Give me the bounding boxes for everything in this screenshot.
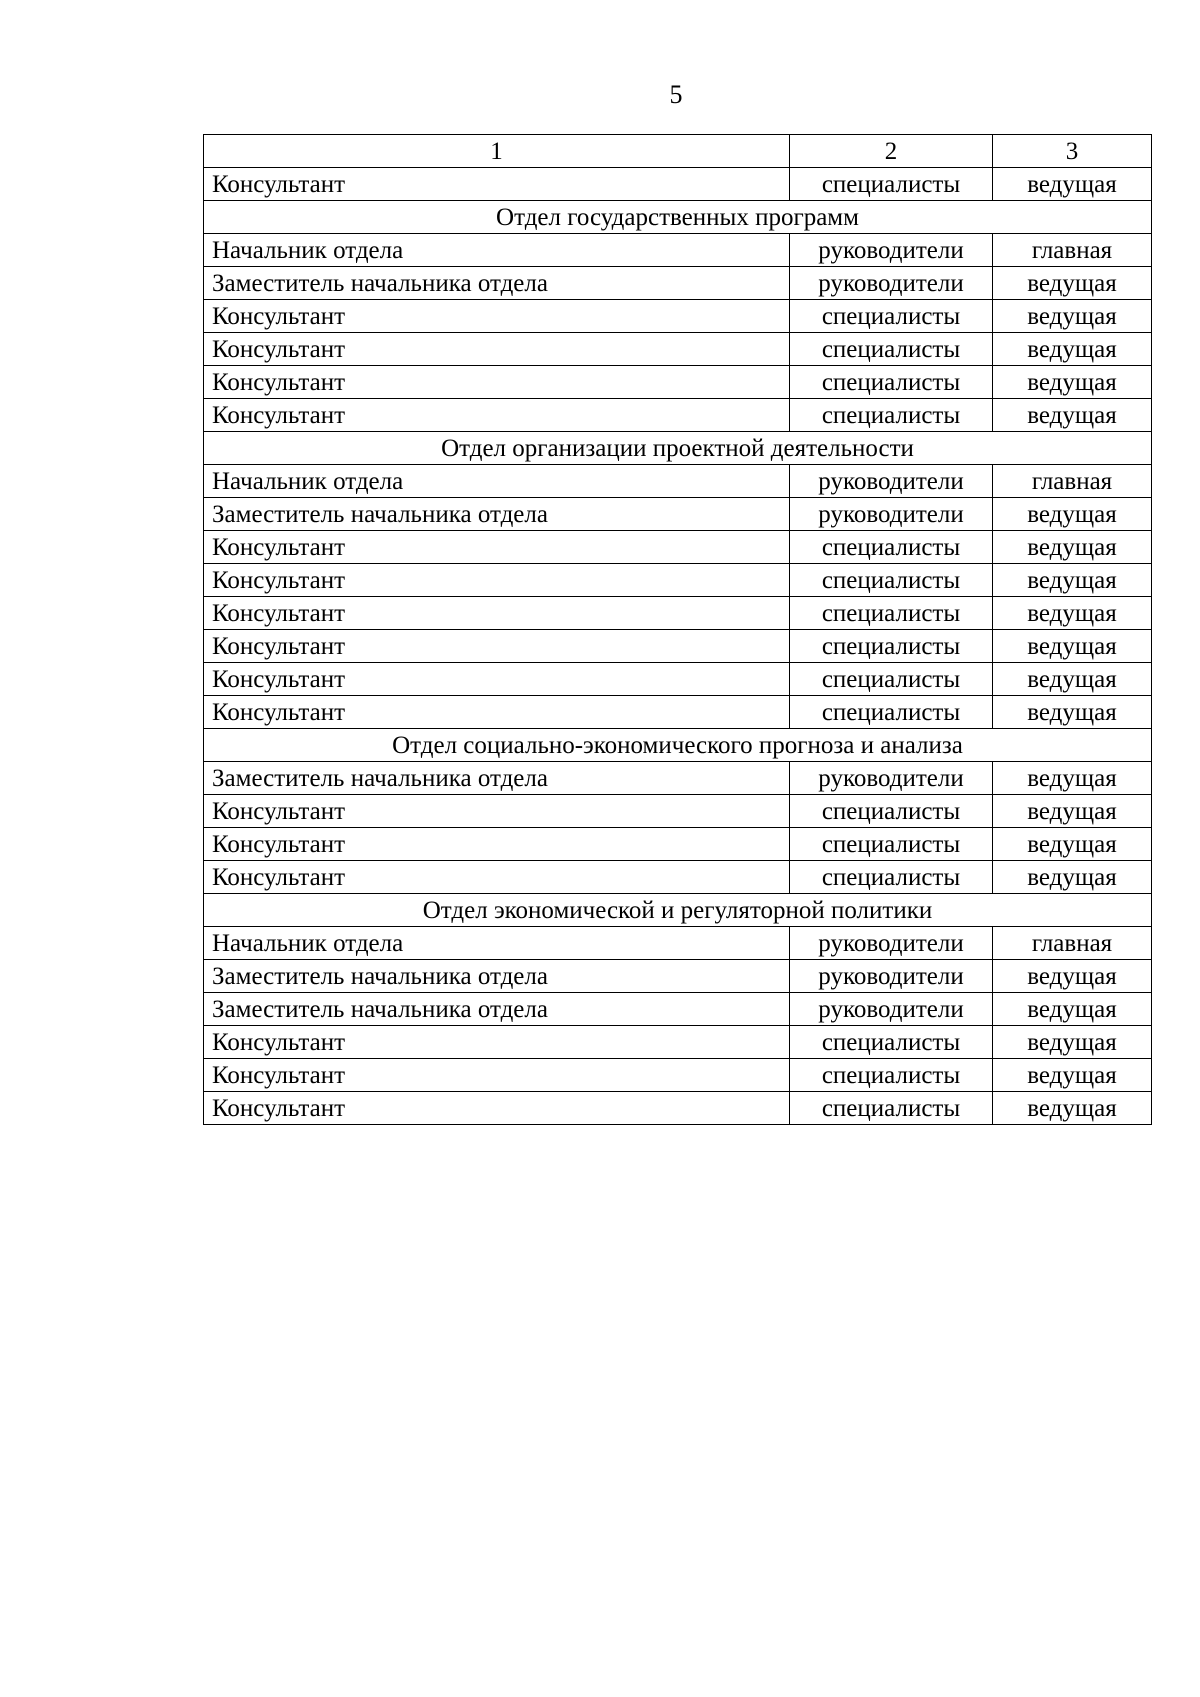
table-row	[204, 663, 1152, 696]
position-group: ведущая	[993, 333, 1152, 366]
table-row	[204, 531, 1152, 564]
position-name: Консультант	[204, 828, 790, 861]
position-group: ведущая	[993, 630, 1152, 663]
position-category: специалисты	[790, 1059, 993, 1092]
table-header-row	[204, 135, 1152, 168]
position-group: ведущая	[993, 762, 1152, 795]
table-row	[204, 333, 1152, 366]
position-category: специалисты	[790, 531, 993, 564]
position-category: специалисты	[790, 564, 993, 597]
position-group: ведущая	[993, 960, 1152, 993]
table-row	[204, 861, 1152, 894]
position-name: Консультант	[204, 597, 790, 630]
position-category: руководители	[790, 960, 993, 993]
section-title: Отдел организации проектной деятельности	[204, 432, 1152, 465]
position-group: ведущая	[993, 1026, 1152, 1059]
section-row	[204, 201, 1152, 234]
position-category: специалисты	[790, 1026, 993, 1059]
table-row	[204, 300, 1152, 333]
table-row	[204, 795, 1152, 828]
position-name: Начальник отдела	[204, 465, 790, 498]
position-category: руководители	[790, 267, 993, 300]
position-category: специалисты	[790, 1092, 993, 1125]
position-name: Консультант	[204, 795, 790, 828]
position-category: специалисты	[790, 366, 993, 399]
position-group: ведущая	[993, 366, 1152, 399]
table-row	[204, 498, 1152, 531]
position-category: руководители	[790, 234, 993, 267]
position-category: специалисты	[790, 828, 993, 861]
position-category: руководители	[790, 927, 993, 960]
table-row	[204, 564, 1152, 597]
position-category: специалисты	[790, 861, 993, 894]
table-row	[204, 267, 1152, 300]
table-body	[204, 135, 1152, 1125]
position-name: Консультант	[204, 366, 790, 399]
position-group: ведущая	[993, 1092, 1152, 1125]
position-name: Заместитель начальника отдела	[204, 960, 790, 993]
table-row	[204, 696, 1152, 729]
position-name: Заместитель начальника отдела	[204, 993, 790, 1026]
position-name: Консультант	[204, 1026, 790, 1059]
position-name: Заместитель начальника отдела	[204, 762, 790, 795]
position-category: специалисты	[790, 597, 993, 630]
column-header-2: 2	[790, 135, 993, 168]
table-row	[204, 762, 1152, 795]
position-name: Консультант	[204, 531, 790, 564]
position-group: главная	[993, 927, 1152, 960]
table-row	[204, 234, 1152, 267]
position-group: ведущая	[993, 795, 1152, 828]
position-name: Консультант	[204, 564, 790, 597]
table-row	[204, 366, 1152, 399]
position-name: Консультант	[204, 300, 790, 333]
position-category: специалисты	[790, 333, 993, 366]
table-row	[204, 597, 1152, 630]
position-group: ведущая	[993, 828, 1152, 861]
position-name: Начальник отдела	[204, 234, 790, 267]
table-row	[204, 927, 1152, 960]
position-group: ведущая	[993, 300, 1152, 333]
section-title: Отдел государственных программ	[204, 201, 1152, 234]
position-group: ведущая	[993, 597, 1152, 630]
table-row	[204, 1059, 1152, 1092]
position-group: ведущая	[993, 993, 1152, 1026]
position-group: главная	[993, 465, 1152, 498]
position-name: Консультант	[204, 1092, 790, 1125]
position-name: Консультант	[204, 1059, 790, 1092]
table-row	[204, 828, 1152, 861]
table-row	[204, 1026, 1152, 1059]
column-header-3: 3	[993, 135, 1152, 168]
position-name: Консультант	[204, 399, 790, 432]
position-name: Консультант	[204, 333, 790, 366]
position-name: Консультант	[204, 696, 790, 729]
table-row	[204, 465, 1152, 498]
position-name: Консультант	[204, 663, 790, 696]
position-group: ведущая	[993, 564, 1152, 597]
position-name: Заместитель начальника отдела	[204, 267, 790, 300]
position-group: ведущая	[993, 663, 1152, 696]
position-group: ведущая	[993, 696, 1152, 729]
position-category: специалисты	[790, 696, 993, 729]
table-row	[204, 960, 1152, 993]
position-group: ведущая	[993, 861, 1152, 894]
staff-positions-table	[203, 134, 1152, 1125]
position-group: ведущая	[993, 399, 1152, 432]
section-title: Отдел социально-экономического прогноза и анализа	[204, 729, 1152, 762]
position-category: специалисты	[790, 300, 993, 333]
position-group: ведущая	[993, 498, 1152, 531]
position-category: руководители	[790, 498, 993, 531]
position-name: Начальник отдела	[204, 927, 790, 960]
position-category: специалисты	[790, 663, 993, 696]
table-row	[204, 1092, 1152, 1125]
table-row	[204, 399, 1152, 432]
page-number: 5	[669, 80, 683, 109]
position-group: главная	[993, 234, 1152, 267]
position-name: Консультант	[204, 168, 790, 201]
position-category: руководители	[790, 762, 993, 795]
section-row	[204, 432, 1152, 465]
position-name: Консультант	[204, 861, 790, 894]
position-name: Консультант	[204, 630, 790, 663]
position-group: ведущая	[993, 531, 1152, 564]
position-category: специалисты	[790, 399, 993, 432]
position-group: ведущая	[993, 168, 1152, 201]
position-group: ведущая	[993, 267, 1152, 300]
table-row	[204, 993, 1152, 1026]
table-row	[204, 168, 1152, 201]
section-row	[204, 894, 1152, 927]
column-header-1: 1	[204, 135, 790, 168]
position-category: специалисты	[790, 168, 993, 201]
position-category: специалисты	[790, 630, 993, 663]
position-category: руководители	[790, 993, 993, 1026]
section-row	[204, 729, 1152, 762]
section-title: Отдел экономической и регуляторной политики	[204, 894, 1152, 927]
position-category: специалисты	[790, 795, 993, 828]
position-category: руководители	[790, 465, 993, 498]
position-group: ведущая	[993, 1059, 1152, 1092]
position-name: Заместитель начальника отдела	[204, 498, 790, 531]
table-row	[204, 630, 1152, 663]
